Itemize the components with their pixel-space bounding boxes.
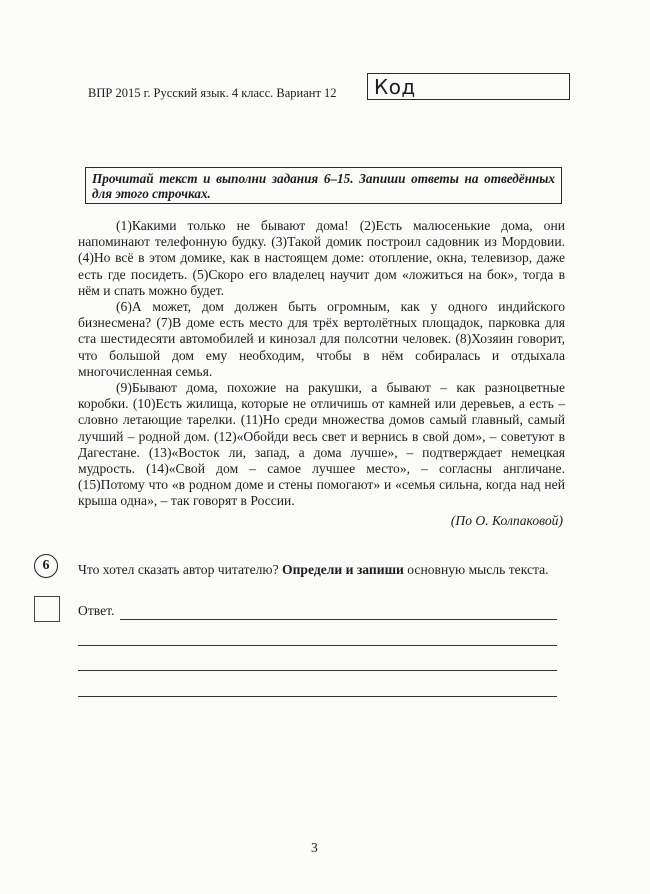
code-label: Код: [374, 75, 416, 99]
story-attribution: (По О. Колпаковой): [450, 512, 563, 528]
answer-line-3[interactable]: [78, 670, 557, 671]
answer-line-4[interactable]: [78, 696, 557, 697]
task-score-box[interactable]: [34, 596, 60, 622]
code-box[interactable]: [367, 73, 570, 100]
task-number-circle: 6: [34, 554, 58, 578]
answer-line-1[interactable]: [120, 619, 557, 620]
story-paragraph-3: (9)Бывают дома, похожие на ракушки, а бывают – как разноцветные коробки. (10)Есть жилища, которые не отличишь от камней или деревьев, а есть – словно летающие тарелки. (11)Но среди множества домов самый главный, самый лучший – родной дом. (12)«Обойди весь свет и вернись в свой дом», – советуют в Дагестане. (13)«Восток ли, запад, а дома лучше», – подтверждает немецкая мудрость. (14)«Свой дом – самое лучшее место», – согласны англичане. (15)Потому что «в родном доме и стены помогают» и «семья сильна, когда над ней крыша одна», – так говорят в России.: [78, 380, 565, 509]
task-question-emphasis: Определи и запиши: [282, 562, 404, 577]
task-question: [78, 562, 565, 578]
task-question-text: Что хотел сказать автор читателю?: [78, 562, 283, 577]
task-question-tail: основную мысль текста.: [403, 562, 549, 577]
answer-line-2[interactable]: [78, 645, 557, 646]
story-paragraph-2: (6)А может, дом должен быть огромным, как у одного индийского бизнесмена? (7)В доме есть место для трёх вертолётных площадок, парковка для ста шестидесяти автомобилей и кинозал для полсотни человек. (8)Хозяин говорит, что большой дом ему необходим, чтобы в нём собиралась и отдыхала многочисленная семья.: [78, 299, 565, 379]
answer-label: Ответ.: [78, 603, 115, 618]
story-text: [78, 218, 565, 529]
story-paragraph-1: (1)Какими только не бывают дома! (2)Есть малюсенькие дома, они напоминают телефонную будку. (3)Такой домик построил садовник из Мордовии. (4)Но всё в этом домике, как в настоящем доме: отопление, окна, телевизор, даже есть где посидеть. (5)Скоро его владелец научит дом «ложиться на бок», тогда в нём и спать можно будет.: [78, 218, 565, 298]
page-number: 3: [311, 840, 318, 855]
page-header-title: ВПР 2015 г. Русский язык. 4 класс. Вариант 12: [88, 86, 337, 100]
instruction-box: Прочитай текст и выполни задания 6–15. Запиши ответы на отведённых для этого строчках.: [85, 167, 562, 204]
